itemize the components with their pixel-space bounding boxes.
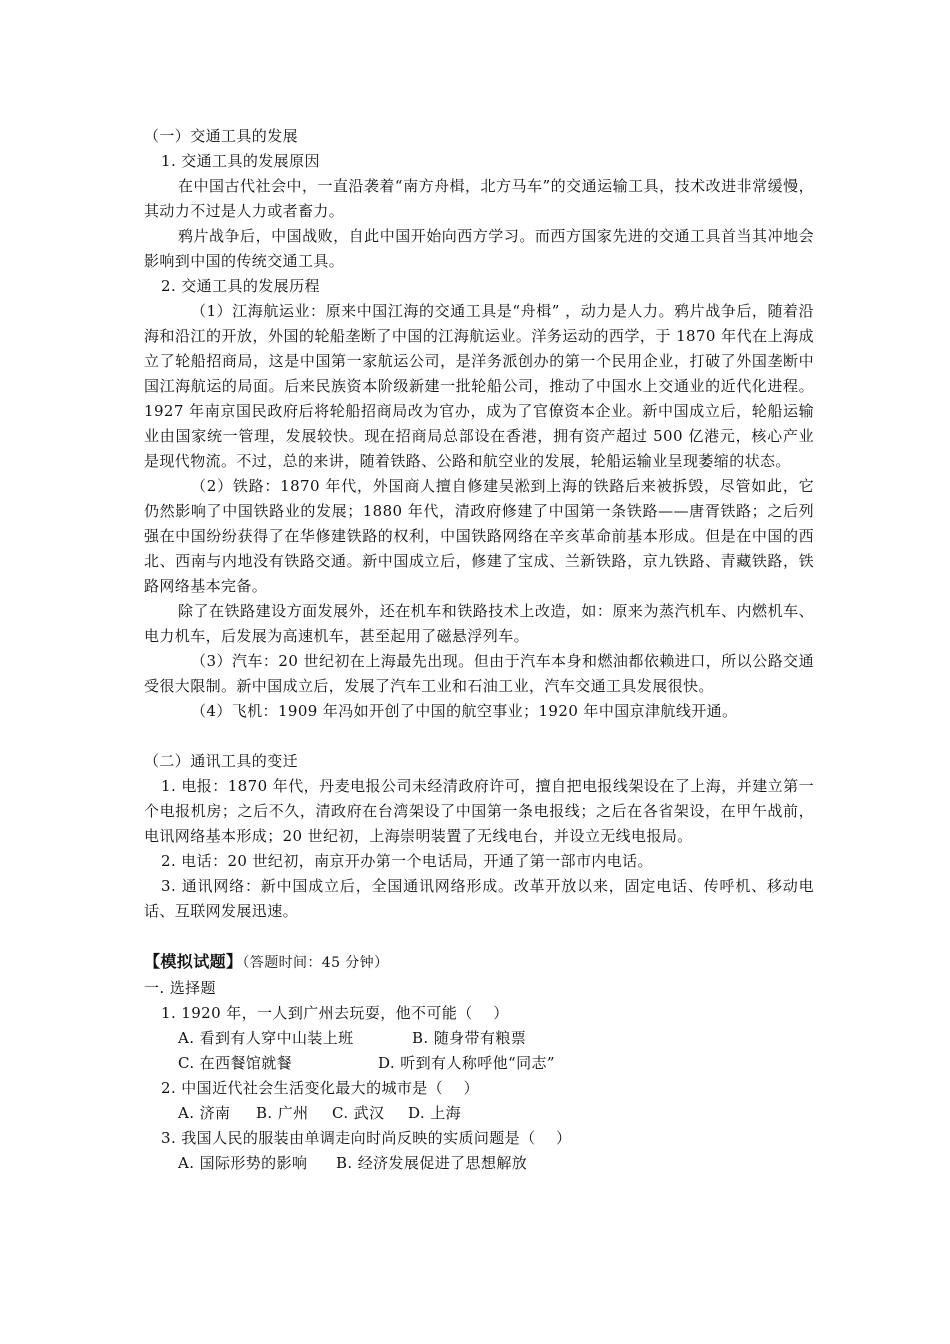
option-2d: D. 上海 [408, 1104, 462, 1122]
question-2: 2. 中国近代社会生活变化最大的城市是（ ） [161, 1079, 480, 1097]
question-2-options [144, 1101, 814, 1126]
paragraph-network: 3. 通讯网络：新中国成立后，全国通讯网络形成。改革开放以来，固定电话、传呼机、移动电话、互联网发展迅速。 [144, 877, 814, 920]
paragraph-railway: （2）铁路：1870 年代，外国商人擅自修建吴淞到上海的铁路后来被拆毁，尽管如此，它仍然影响了中国铁路业的发展；1880 年代，清政府修建了中国第一条铁路——唐胥铁路；之后列强在中国纷纷获得了在华修建铁路的权利，中国铁路网络在辛亥革命前基本形成。但是在中国的西北、西南与内地没有铁路交通。新中国成立后，修建了宝成、兰新铁路，京九铁路、青藏铁路，铁路网络基本完备。 [144, 477, 814, 595]
document-page [144, 124, 814, 1176]
subheading-history: 2. 交通工具的发展历程 [161, 277, 320, 295]
question-3-options [144, 1151, 814, 1176]
section-heading-communication: （二）通讯工具的变迁 [144, 752, 299, 770]
exam-part-heading: 一. 选择题 [144, 979, 216, 997]
question-1-options-row-2 [144, 1051, 814, 1076]
exam-time: （答题时间：45 分钟） [242, 955, 389, 971]
question-1-options-row-1 [144, 1026, 814, 1051]
section-heading-transport: （一）交通工具的发展 [144, 127, 299, 145]
option-2b: B. 广州 [256, 1104, 309, 1122]
option-2a: A. 济南 [178, 1104, 231, 1122]
paragraph-aircraft: （4）飞机：1909 年冯如开创了中国的航空事业；1920 年中国京津航线开通。 [191, 702, 738, 720]
paragraph-shipping: （1）江海航运业：原来中国江海的交通工具是“舟楫” ，动力是人力。鸦片战争后，随着沿海和沿江的开放，外国的轮船垄断了中国的江海航运业。洋务运动的西学，于 1870 年代在上海成立了轮船招商局，这是中国第一家航运公司，是洋务派创办的第一个民用企业，打破了外国垄断中国江海航运的局面。后来民族资本阶级新建一批轮船公司，推动了中国水上交通业的近代化进程。1927 年南京国民政府后将轮船招商局改为官办，成为了官僚资本企业。新中国成立后，轮船运输业由国家统一管理，发展较快。现在招商局总部设在香港，拥有资产超过 500 亿港元，核心产业是现代物流。不过，总的来讲，随着铁路、公路和航空业的发展，轮船运输业呈现萎缩的状态。 [144, 302, 814, 470]
paragraph-ancient-transport: 在中国古代社会中，一直沿袭着“南方舟楫，北方马车”的交通运输工具，技术改进非常缓慢，其动力不过是人力或者畜力。 [144, 177, 814, 220]
option-2c: C. 武汉 [332, 1104, 385, 1122]
option-1b: B. 随身带有粮票 [412, 1029, 527, 1047]
option-3b: B. 经济发展促进了思想解放 [336, 1154, 528, 1172]
option-3a: A. 国际形势的影响 [178, 1154, 308, 1172]
paragraph-automobile: （3）汽车：20 世纪初在上海最先出现。但由于汽车本身和燃油都依赖进口，所以公路交通受很大限制。新中国成立后，发展了汽车工业和石油工业，汽车交通工具发展很快。 [144, 652, 814, 695]
subheading-reasons: 1. 交通工具的发展原因 [161, 152, 320, 170]
question-3: 3. 我国人民的服装由单调走向时尚反映的实质问题是（ ） [161, 1129, 572, 1147]
option-1c: C. 在西餐馆就餐 [178, 1054, 293, 1072]
paragraph-telephone: 2. 电话：20 世纪初，南京开办第一个电话局，开通了第一部市内电话。 [161, 852, 653, 870]
option-1d: D. 听到有人称呼他“同志” [378, 1054, 555, 1072]
paragraph-telegraph: 1. 电报：1870 年代，丹麦电报公司未经清政府许可，擅自把电报线架设在了上海，并建立第一个电报机房；之后不久，清政府在台湾架设了中国第一条电报线；之后在各省架设，在甲午战前，电讯网络基本形成；20 世纪初，上海崇明装置了无线电台，并设立无线电报局。 [144, 777, 814, 845]
option-1a: A. 看到有人穿中山装上班 [178, 1029, 354, 1047]
exam-header [144, 949, 814, 976]
exam-title: 【模拟试题】 [144, 952, 243, 971]
question-1: 1. 1920 年，一人到广州去玩耍，他不可能（ ） [161, 1004, 509, 1022]
paragraph-locomotive: 除了在铁路建设方面发展外，还在机车和铁路技术上改造，如：原来为蒸汽机车、内燃机车、电力机车，后发展为高速机车，甚至起用了磁悬浮列车。 [144, 602, 814, 645]
paragraph-opium-war: 鸦片战争后，中国战败，自此中国开始向西方学习。而西方国家先进的交通工具首当其冲地会影响到中国的传统交通工具。 [144, 227, 814, 270]
